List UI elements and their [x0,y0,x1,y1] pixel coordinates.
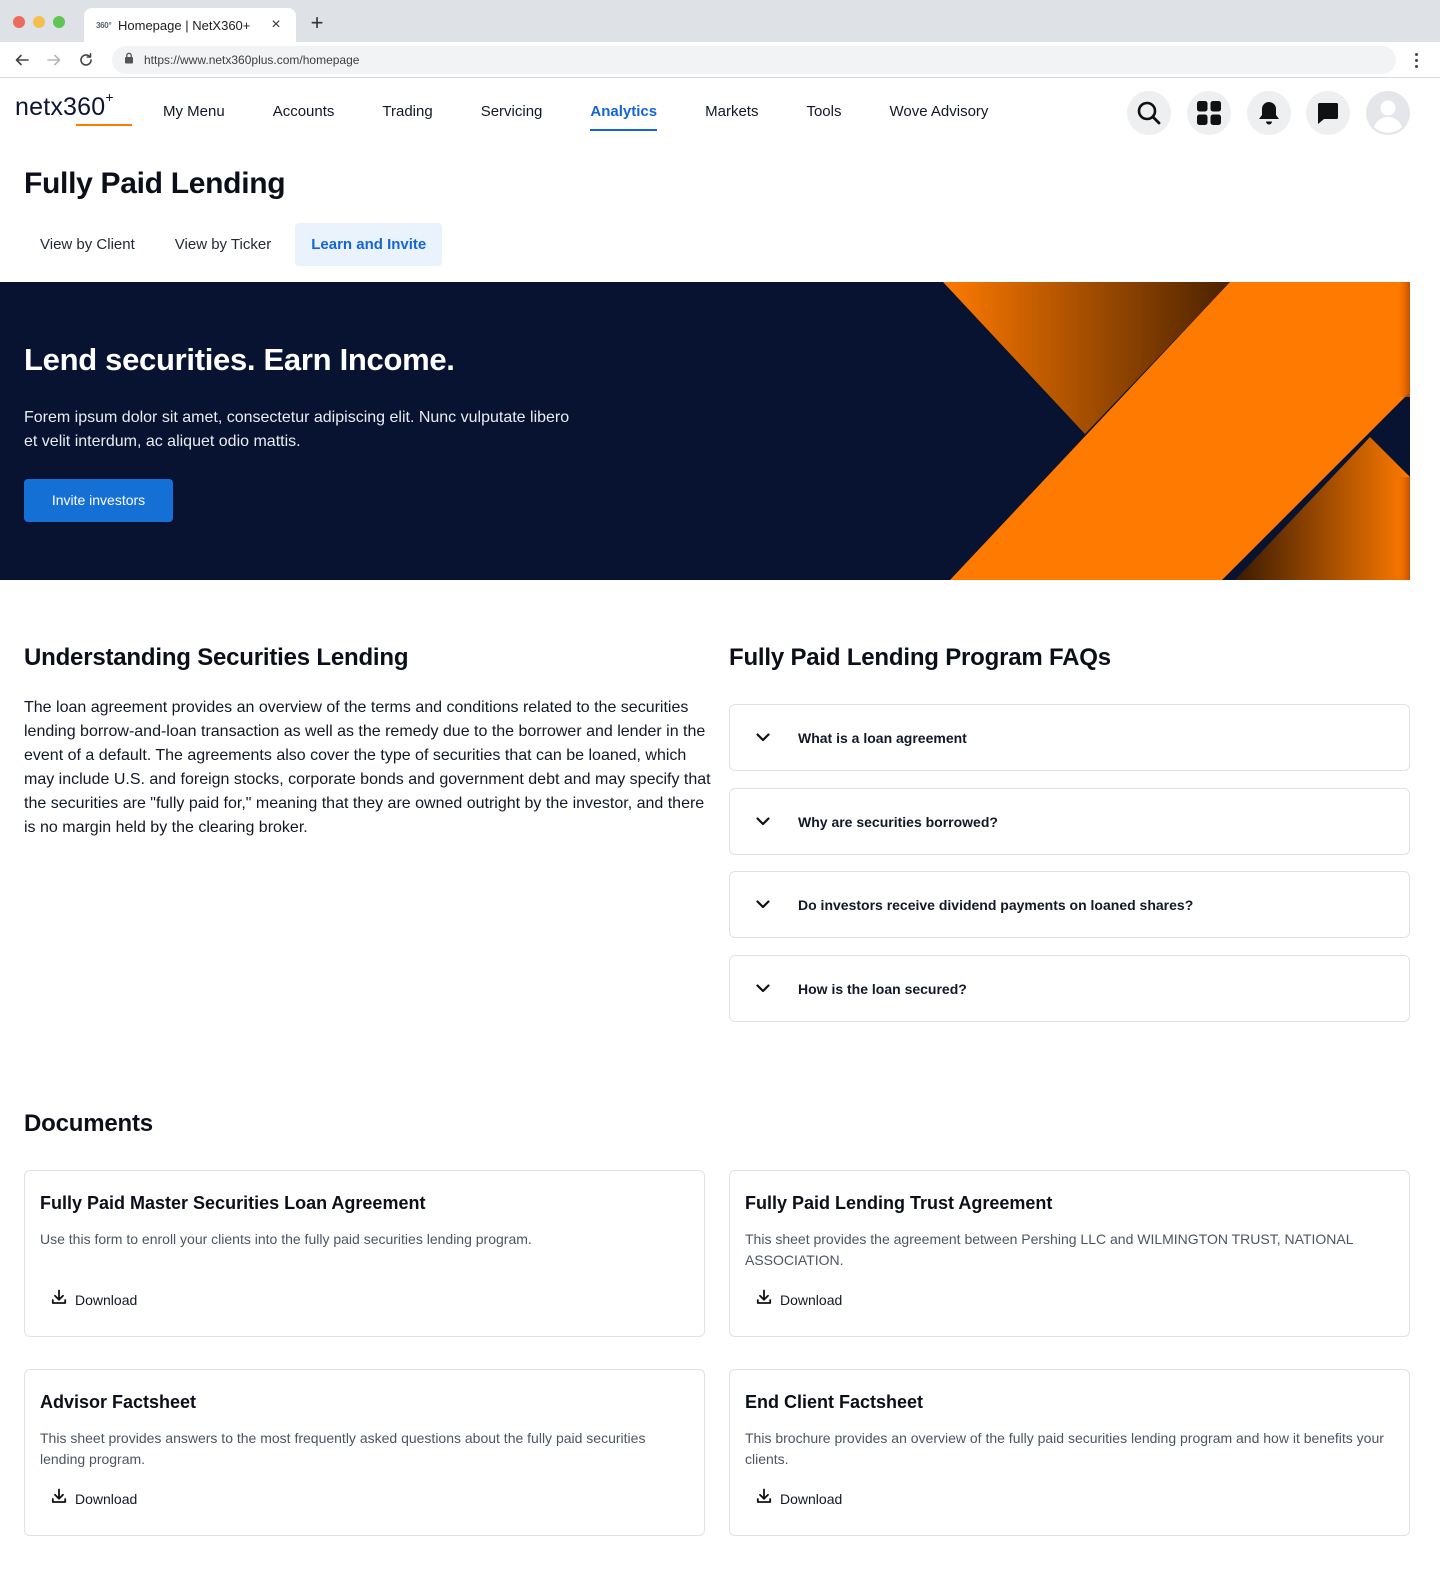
hero-banner [0,282,1410,580]
page-title: Fully Paid Lending [24,167,286,200]
url-text: https://www.netx360plus.com/homepage [144,53,360,67]
document-title: End Client Factsheet [745,1392,924,1412]
faq-item[interactable] [729,704,1410,771]
invite-investors-button[interactable]: Invite investors [24,479,173,522]
logo-plus: + [105,89,114,105]
document-description: This sheet provides the agreement between Pershing LLC and WILMINGTON TRUST, NATIONAL ASSOCIATION. [745,1231,1353,1268]
document-card [24,1369,705,1536]
document-card [24,1170,705,1337]
tab-learn-and-invite[interactable]: Learn and Invite [295,223,442,266]
faq-question: How is the loan secured? [798,980,967,997]
app-header [0,79,1440,147]
faqs-title: Fully Paid Lending Program FAQs [729,644,1111,671]
download-icon [756,1289,772,1310]
user-avatar-icon[interactable] [1366,91,1410,135]
menu-analytics[interactable]: Analytics [590,79,657,147]
search-icon[interactable] [1127,91,1171,135]
document-title: Fully Paid Lending Trust Agreement [745,1193,1053,1213]
tab-title: Homepage | NetX360+ [118,17,251,33]
menu-tools[interactable]: Tools [806,103,842,120]
download-icon [51,1289,67,1310]
document-title: Fully Paid Master Securities Loan Agreement [40,1193,426,1213]
faq-question: Do investors receive dividend payments on loaned shares? [798,896,1194,913]
download-button[interactable] [756,1289,842,1310]
tab-close-icon[interactable]: × [271,16,281,33]
download-button[interactable] [51,1488,137,1509]
understanding-title: Understanding Securities Lending [24,644,409,671]
faq-item[interactable] [729,871,1410,938]
lock-icon [124,51,134,69]
chat-icon[interactable] [1306,91,1350,135]
download-label: Download [75,1291,138,1308]
hero-title: Lend securities. Earn Income. [24,342,455,377]
document-description: Use this form to enroll your clients into the fully paid securities lending program. [40,1231,532,1247]
chevron-down-icon [754,729,772,747]
understanding-text: The loan agreement provides an overview of the terms and conditions related to the securities lending borrow-and-loan transaction as well as the remedy due to the borrower and lender in the event of a default. The agreements also cover the type of securities that can be loaned, which may include U.S. and foreign stocks, corporate bonds and government debt and may specify that the securities are "fully paid for," meaning that they are owned outright by the investor, and there is no margin held by the clearing broker. [24,699,711,836]
document-description: This brochure provides an overview of the fully paid securities lending program and how it benefits your clients. [745,1430,1384,1467]
faq-item[interactable] [729,788,1410,855]
download-label: Download [75,1490,138,1507]
page-tabs [24,223,450,266]
documents-title: Documents [24,1110,153,1137]
menu-accounts[interactable]: Accounts [272,103,335,120]
document-card [729,1170,1410,1337]
chevron-down-icon [754,813,772,831]
logo-text: netx360 [15,93,106,121]
menu-my-menu[interactable]: My Menu [163,103,225,120]
window-maximize-button[interactable] [53,16,65,28]
faq-question: Why are securities borrowed? [798,813,998,830]
faq-question: What is a loan agreement [798,729,967,746]
hero-orange-x-graphic [940,282,1410,580]
browser-address-bar [0,42,1440,78]
apps-grid-icon[interactable] [1187,91,1231,135]
tab-view-by-client[interactable]: View by Client [40,236,135,253]
netx360-logo[interactable] [15,89,114,122]
window-minimize-button[interactable] [33,16,45,28]
download-button[interactable] [756,1488,842,1509]
new-tab-button[interactable]: + [310,10,324,35]
main-menu [163,79,1036,147]
url-omnibox[interactable] [112,46,1396,74]
bell-icon[interactable] [1247,91,1291,135]
chevron-down-icon [754,896,772,914]
chevron-down-icon [754,980,772,998]
tab-favicon-icon: 360° [96,20,112,30]
window-close-button[interactable] [13,16,25,28]
hero-text: Forem ipsum dolor sit amet, consectetur adipiscing elit. Nunc vulputate libero et velit interdum, ac aliquet odio mattis. [24,409,570,450]
menu-markets[interactable]: Markets [705,103,759,120]
browser-tab-bar [0,0,1440,42]
document-title: Advisor Factsheet [40,1392,197,1412]
document-description: This sheet provides answers to the most frequently asked questions about the fully paid securities lending program. [40,1430,646,1467]
download-icon [756,1488,772,1509]
document-card [729,1369,1410,1536]
forward-arrow-icon[interactable] [44,50,64,70]
menu-servicing[interactable]: Servicing [480,103,543,120]
browser-tab[interactable] [84,8,296,42]
logo-underline [76,124,132,126]
browser-menu-icon[interactable] [1410,50,1422,70]
menu-trading[interactable]: Trading [382,103,433,120]
menu-wove-advisory[interactable]: Wove Advisory [889,103,989,120]
download-label: Download [780,1490,843,1507]
download-button[interactable] [51,1289,137,1310]
download-icon [51,1488,67,1509]
download-label: Download [780,1291,843,1308]
tab-view-by-ticker[interactable]: View by Ticker [174,236,272,253]
back-arrow-icon[interactable] [12,50,32,70]
faq-item[interactable] [729,955,1410,1022]
reload-icon[interactable] [76,50,96,70]
